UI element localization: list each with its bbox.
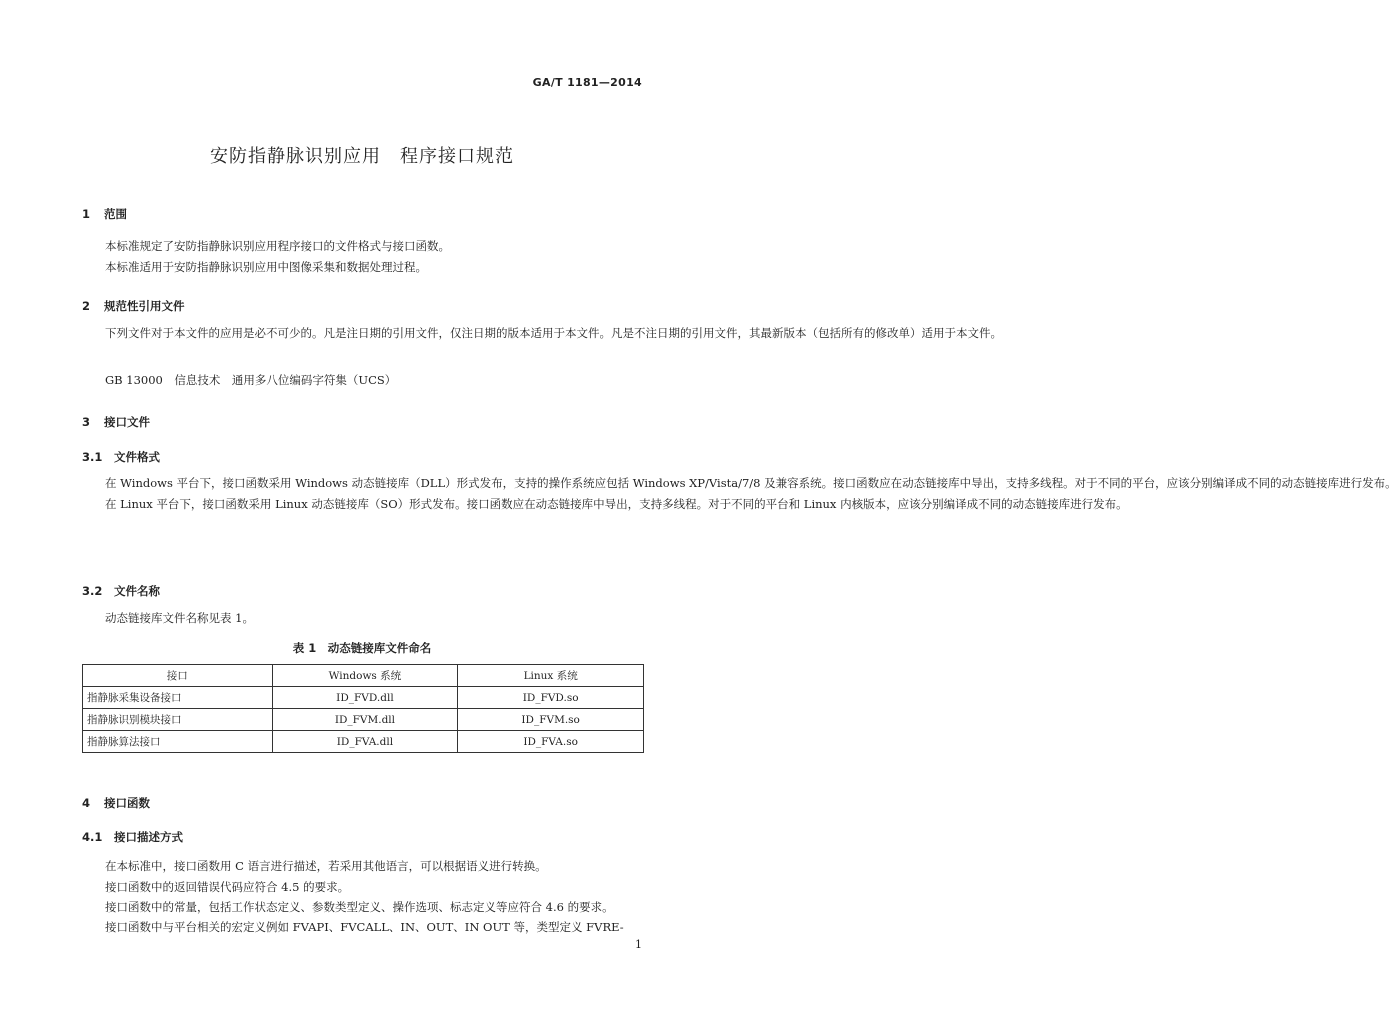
paragraph: 在 Windows 平台下，接口函数采用 Windows 动态链接库（DLL）形式发布，支持的操作系统应包括 Windows XP/Vista/7/8 及兼容系统。接口函数应在动态链接库中导出，支持多线程。对于不同的平台，应该分别编译成不同的动态链接库进行发布。 xyxy=(105,476,1397,490)
column-header: Linux 系统 xyxy=(458,665,644,687)
section-title: 接口描述方式 xyxy=(114,830,183,844)
table-cell: ID_FVM.so xyxy=(458,709,644,731)
table-cell: 指静脉采集设备接口 xyxy=(83,687,273,709)
section-title: 范围 xyxy=(104,207,127,221)
section-4-1-line: 接口函数中的常量，包括工作状态定义、参数类型定义、操作选项、标志定义等应符合 4.6 的要求。 xyxy=(105,900,614,914)
section-3-1-heading xyxy=(82,449,160,465)
section-3-1-body xyxy=(82,473,1397,514)
file-naming-table xyxy=(82,664,644,753)
section-1-para-2: 本标准适用于安防指静脉识别应用中图像采集和数据处理过程。 xyxy=(105,260,427,274)
section-title: 接口文件 xyxy=(104,415,150,429)
section-title: 文件名称 xyxy=(114,584,160,598)
section-2-para xyxy=(82,323,1002,344)
table-row xyxy=(83,687,644,709)
section-title: 规范性引用文件 xyxy=(104,299,185,313)
section-4-1-line: 接口函数中的返回错误代码应符合 4.5 的要求。 xyxy=(105,880,350,894)
section-title: 文件格式 xyxy=(114,450,160,464)
normative-reference: GB 13000 信息技术 通用多八位编码字符集（UCS） xyxy=(105,373,397,387)
section-4-1-line: 接口函数中与平台相关的宏定义例如 FVAPI、FVCALL、IN、OUT、IN OUT 等，类型定义 FVRE- xyxy=(105,920,624,934)
standard-number: GA/T 1181—2014 xyxy=(532,76,642,89)
section-4-heading xyxy=(82,795,150,811)
table-cell: ID_FVA.dll xyxy=(272,731,458,753)
section-title: 接口函数 xyxy=(104,796,150,810)
table-cell: 指静脉识别模块接口 xyxy=(83,709,273,731)
table-cell: ID_FVD.so xyxy=(458,687,644,709)
section-number: 2 xyxy=(82,299,91,313)
section-number: 1 xyxy=(82,207,91,221)
section-3-2-heading xyxy=(82,583,160,599)
document-title: 安防指静脉识别应用 程序接口规范 xyxy=(210,146,514,167)
paragraph: 下列文件对于本文件的应用是必不可少的。凡是注日期的引用文件，仅注日期的版本适用于本文件。凡是不注日期的引用文件，其最新版本（包括所有的修改单）适用于本文件。 xyxy=(105,326,1002,340)
table-caption: 表 1 动态链接库文件命名 xyxy=(292,641,432,655)
column-header: Windows 系统 xyxy=(272,665,458,687)
table-row xyxy=(83,731,644,753)
table-cell: 指静脉算法接口 xyxy=(83,731,273,753)
section-1-para-1: 本标准规定了安防指静脉识别应用程序接口的文件格式与接口函数。 xyxy=(105,239,450,253)
table-header-row xyxy=(83,665,644,687)
section-number: 3 xyxy=(82,415,91,429)
table-cell: ID_FVD.dll xyxy=(272,687,458,709)
section-2-heading xyxy=(82,298,185,314)
section-3-2-para: 动态链接库文件名称见表 1。 xyxy=(105,611,254,625)
page-number: 1 xyxy=(635,938,642,951)
paragraph: 在 Linux 平台下，接口函数采用 Linux 动态链接库（SO）形式发布。接口函数应在动态链接库中导出，支持多线程。对于不同的平台和 Linux 内核版本，应该分别编译成不同的动态链接库进行发布。 xyxy=(105,496,1128,511)
section-3-heading xyxy=(82,414,150,430)
section-4-1-heading xyxy=(82,829,183,845)
section-number: 4 xyxy=(82,796,91,810)
column-header: 接口 xyxy=(83,665,273,687)
table-cell: ID_FVA.so xyxy=(458,731,644,753)
section-4-1-line: 在本标准中，接口函数用 C 语言进行描述，若采用其他语言，可以根据语义进行转换。 xyxy=(105,859,547,873)
table-cell: ID_FVM.dll xyxy=(272,709,458,731)
table-row xyxy=(83,709,644,731)
section-1-heading xyxy=(82,206,127,222)
section-number: 3.1 xyxy=(82,450,103,464)
section-number: 3.2 xyxy=(82,584,103,598)
section-number: 4.1 xyxy=(82,830,103,844)
